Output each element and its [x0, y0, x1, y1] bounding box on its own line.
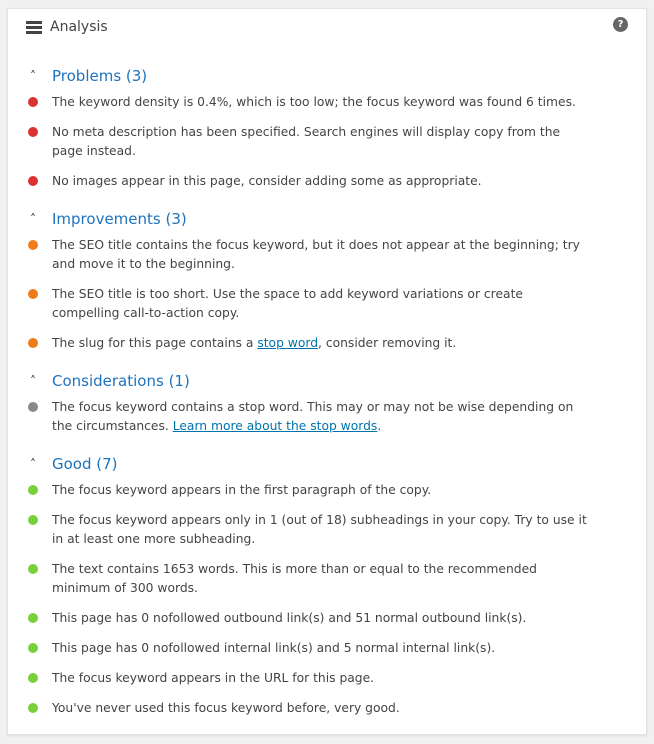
- status-dot-icon: [28, 564, 38, 574]
- item-text-main: The SEO title contains the focus keyword, but it does not appear at the beginning; try and move it to the beginning.: [52, 238, 580, 271]
- status-dot-icon: [28, 240, 38, 250]
- section-toggle[interactable]: [8, 208, 646, 230]
- status-dot-icon: [28, 643, 38, 653]
- list-item: [8, 481, 646, 500]
- chevron-up-icon: ˄: [30, 374, 36, 388]
- section-toggle[interactable]: [8, 453, 646, 475]
- section-toggle[interactable]: [8, 370, 646, 392]
- section-good: [8, 453, 646, 718]
- status-dot-icon: [28, 97, 38, 107]
- section-title: Improvements (3): [52, 210, 187, 228]
- item-text: [52, 172, 592, 191]
- list-item: [8, 285, 646, 323]
- panel-title: Analysis: [50, 19, 108, 35]
- section-na: [8, 370, 646, 436]
- list-item: [8, 639, 646, 658]
- chevron-up-icon: ˄: [30, 212, 36, 226]
- item-text: [52, 639, 592, 658]
- item-text-main: The keyword density is 0.4%, which is too low; the focus keyword was found 6 times.: [52, 95, 576, 109]
- item-text: [52, 93, 592, 112]
- list-item: [8, 93, 646, 112]
- item-text: [52, 669, 592, 688]
- status-dot-icon: [28, 673, 38, 683]
- list-icon: [26, 21, 42, 33]
- item-text: [52, 334, 592, 353]
- section-title: Considerations (1): [52, 372, 190, 390]
- list-item: [8, 609, 646, 628]
- status-dot-icon: [28, 703, 38, 713]
- status-dot-icon: [28, 176, 38, 186]
- section-bad: [8, 65, 646, 191]
- item-text-main: The focus keyword contains a stop word. This may or may not be wise depending on the circumstances.: [52, 400, 574, 433]
- item-text: [52, 699, 592, 718]
- item-text-main: The focus keyword appears in the URL for this page.: [52, 671, 375, 685]
- item-text: [52, 398, 592, 436]
- item-link[interactable]: stop word: [257, 336, 319, 350]
- item-text: [52, 560, 592, 598]
- item-text-main: The focus keyword appears only in 1 (out of 18) subheadings in your copy. Try to use it in at least one more subheading.: [52, 513, 587, 546]
- item-text-main: The slug for this page contains a: [52, 336, 258, 350]
- chevron-up-icon: ˄: [30, 69, 36, 83]
- list-item: [8, 560, 646, 598]
- list-item: [8, 398, 646, 436]
- list-item: [8, 511, 646, 549]
- section-title: Problems (3): [52, 67, 148, 85]
- item-text-after: .: [377, 419, 382, 433]
- status-dot-icon: [28, 289, 38, 299]
- chevron-up-icon: ˄: [30, 457, 36, 471]
- status-dot-icon: [28, 338, 38, 348]
- item-link[interactable]: Learn more about the stop words: [172, 419, 378, 433]
- item-text-main: No meta description has been specified. Search engines will display copy from the page instead.: [52, 125, 561, 158]
- status-dot-icon: [28, 515, 38, 525]
- item-text-main: No images appear in this page, consider adding some as appropriate.: [52, 174, 482, 188]
- item-text-main: The focus keyword appears in the first paragraph of the copy.: [52, 483, 432, 497]
- list-item: [8, 699, 646, 718]
- list-item: [8, 669, 646, 688]
- section-ok: [8, 208, 646, 353]
- item-text: [52, 236, 592, 274]
- list-item: [8, 123, 646, 161]
- list-item: [8, 172, 646, 191]
- item-text: [52, 609, 592, 628]
- status-dot-icon: [28, 613, 38, 623]
- section-toggle[interactable]: [8, 65, 646, 87]
- item-text-main: You've never used this focus keyword before, very good.: [52, 701, 400, 715]
- analysis-panel: [7, 8, 647, 735]
- item-text-main: The text contains 1653 words. This is more than or equal to the recommended minimum of 300 words.: [52, 562, 537, 595]
- item-text-main: This page has 0 nofollowed outbound link(s) and 51 normal outbound link(s).: [52, 611, 527, 625]
- analysis-results: [8, 65, 646, 735]
- list-item: [8, 334, 646, 353]
- status-dot-icon: [28, 402, 38, 412]
- help-icon[interactable]: ?: [613, 17, 628, 32]
- item-text: [52, 123, 592, 161]
- panel-header: [26, 17, 108, 37]
- item-text: [52, 285, 592, 323]
- item-text: [52, 481, 592, 500]
- item-text-main: This page has 0 nofollowed internal link(s) and 5 normal internal link(s).: [52, 641, 496, 655]
- item-text-main: The SEO title is too short. Use the space to add keyword variations or create compelling call-to-action copy.: [52, 287, 523, 320]
- section-title: Good (7): [52, 455, 118, 473]
- list-item: [8, 236, 646, 274]
- item-text-after: , consider removing it.: [318, 336, 457, 350]
- status-dot-icon: [28, 485, 38, 495]
- item-text: [52, 511, 592, 549]
- status-dot-icon: [28, 127, 38, 137]
